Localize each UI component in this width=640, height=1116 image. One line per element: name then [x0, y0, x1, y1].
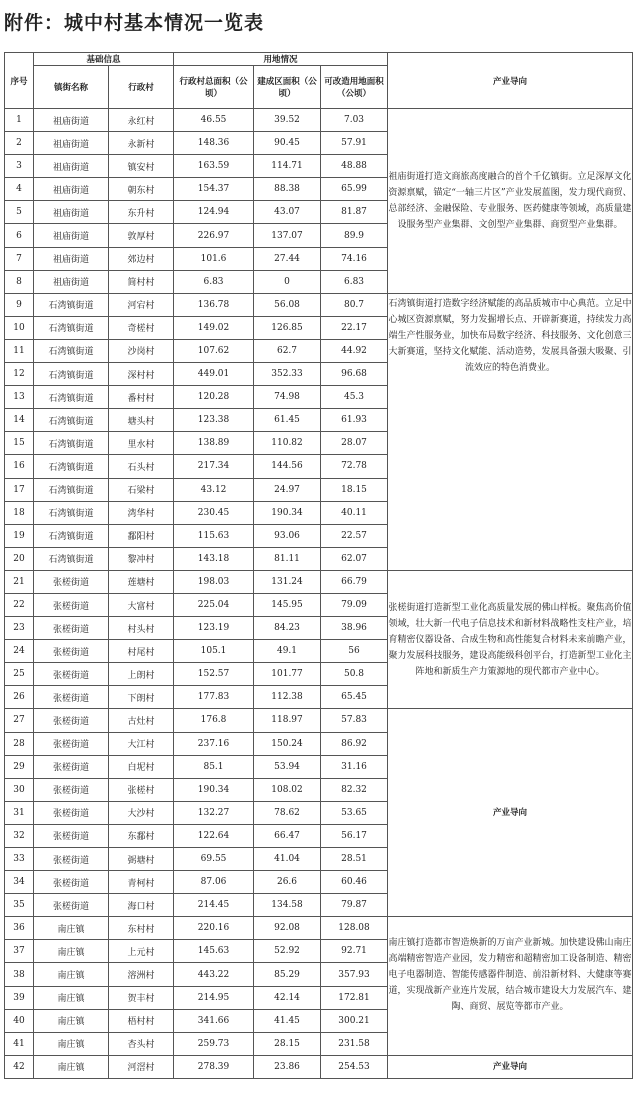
cell-built-area: 24.97 [254, 478, 321, 501]
table-row [5, 917, 633, 940]
cell-village: 村头村 [109, 617, 174, 640]
cell-village: 河滘村 [109, 1055, 174, 1078]
cell-seq: 36 [5, 917, 34, 940]
cell-renew-area: 254.53 [321, 1055, 388, 1078]
cell-built-area: 88.38 [254, 178, 321, 201]
cell-seq: 4 [5, 178, 34, 201]
table-row [5, 109, 633, 132]
cell-town: 石湾镇街道 [34, 478, 109, 501]
cell-town: 石湾镇街道 [34, 455, 109, 478]
cell-total-area: 123.19 [174, 617, 254, 640]
cell-total-area: 225.04 [174, 593, 254, 616]
cell-renew-area: 45.3 [321, 386, 388, 409]
cell-town: 石湾镇街道 [34, 432, 109, 455]
cell-built-area: 101.77 [254, 663, 321, 686]
cell-built-area: 84.23 [254, 617, 321, 640]
cell-total-area: 69.55 [174, 848, 254, 871]
cell-village: 村尾村 [109, 640, 174, 663]
cell-total-area: 148.36 [174, 132, 254, 155]
cell-total-area: 101.6 [174, 247, 254, 270]
cell-built-area: 62.7 [254, 339, 321, 362]
cell-town: 张槎街道 [34, 801, 109, 824]
cell-renew-area: 28.07 [321, 432, 388, 455]
cell-village: 上朗村 [109, 663, 174, 686]
cell-total-area: 123.38 [174, 409, 254, 432]
cell-renew-area: 357.93 [321, 963, 388, 986]
cell-seq: 12 [5, 363, 34, 386]
cell-built-area: 112.38 [254, 686, 321, 709]
cell-seq: 1 [5, 109, 34, 132]
cell-total-area: 143.18 [174, 547, 254, 570]
cell-seq: 31 [5, 801, 34, 824]
cell-built-area: 134.58 [254, 894, 321, 917]
cell-built-area: 126.85 [254, 316, 321, 339]
cell-total-area: 105.1 [174, 640, 254, 663]
cell-built-area: 144.56 [254, 455, 321, 478]
cell-total-area: 237.16 [174, 732, 254, 755]
header-village: 行政村 [109, 66, 174, 109]
cell-town: 张槎街道 [34, 871, 109, 894]
cell-total-area: 87.06 [174, 871, 254, 894]
cell-village: 湾华村 [109, 501, 174, 524]
header-industry: 产业导向 [388, 53, 633, 109]
cell-seq: 25 [5, 663, 34, 686]
cell-village: 简村村 [109, 270, 174, 293]
cell-town: 南庄镇 [34, 940, 109, 963]
cell-town: 祖庙街道 [34, 109, 109, 132]
cell-renew-area: 60.46 [321, 871, 388, 894]
cell-renew-area: 86.92 [321, 732, 388, 755]
cell-village: 沙岗村 [109, 339, 174, 362]
cell-seq: 40 [5, 1009, 34, 1032]
cell-village: 大江村 [109, 732, 174, 755]
cell-built-area: 110.82 [254, 432, 321, 455]
cell-total-area: 107.62 [174, 339, 254, 362]
cell-total-area: 177.83 [174, 686, 254, 709]
cell-renew-area: 40.11 [321, 501, 388, 524]
cell-village: 东村村 [109, 917, 174, 940]
cell-total-area: 154.37 [174, 178, 254, 201]
cell-town: 张槎街道 [34, 640, 109, 663]
cell-seq: 32 [5, 824, 34, 847]
cell-seq: 26 [5, 686, 34, 709]
cell-renew-area: 28.51 [321, 848, 388, 871]
cell-town: 石湾镇街道 [34, 501, 109, 524]
industry-zhangcha: 张槎街道打造新型工业化高质量发展的佛山样板。聚焦高价值领域，壮大新一代电子信息技术和新材料战略性支柱产业，培育精密仪器设备、合成生物和高性能复合材料未来前瞻产业，聚力发展科技服务，建设高能级科创平台，打造新型工业化主阵地和新质生产力策源地的现代都市产业中心。 [388, 570, 633, 709]
cell-town: 张槎街道 [34, 848, 109, 871]
cell-town: 石湾镇街道 [34, 339, 109, 362]
cell-village: 白坭村 [109, 755, 174, 778]
industry-nanzhuang: 南庄镇打造都市智造焕新的万亩产业新城。加快建设佛山南庄高端精密智造产业园，发力精密和超精密加工设备制造、精密电子电器制造、智能传感器件制造、前沿新材料、大健康等赛道，实现战新产业连片发展，结合城市建设大力发展汽车、建陶、商贸、展览等都市产业。 [388, 917, 633, 1056]
cell-renew-area: 81.87 [321, 201, 388, 224]
cell-town: 南庄镇 [34, 1009, 109, 1032]
cell-built-area: 26.6 [254, 871, 321, 894]
cell-town: 石湾镇街道 [34, 386, 109, 409]
cell-village: 弼塘村 [109, 848, 174, 871]
cell-town: 张槎街道 [34, 709, 109, 732]
industry-shiwan: 石湾镇街道打造数字经济赋能的高品质城市中心典范。立足中心城区资源禀赋，努力发掘增长点、开辟新赛道，持续发力高端生产性服务业，加快布局数字经济、科技服务、文化创意三大新赛道，坚持文化赋能、活动造势，发展具备强大吸聚、引流效应的特色消费业。 [388, 293, 633, 570]
cell-village: 鄱阳村 [109, 524, 174, 547]
table-row [5, 709, 633, 732]
cell-village: 番村村 [109, 386, 174, 409]
cell-village: 敦厚村 [109, 224, 174, 247]
cell-seq: 34 [5, 871, 34, 894]
cell-town: 祖庙街道 [34, 247, 109, 270]
cell-built-area: 118.97 [254, 709, 321, 732]
cell-town: 南庄镇 [34, 963, 109, 986]
cell-built-area: 0 [254, 270, 321, 293]
cell-built-area: 56.08 [254, 293, 321, 316]
cell-renew-area: 61.93 [321, 409, 388, 432]
cell-seq: 8 [5, 270, 34, 293]
cell-built-area: 90.45 [254, 132, 321, 155]
cell-built-area: 108.02 [254, 778, 321, 801]
cell-town: 张槎街道 [34, 824, 109, 847]
cell-town: 张槎街道 [34, 686, 109, 709]
header-town: 镇街名称 [34, 66, 109, 109]
cell-seq: 3 [5, 155, 34, 178]
cell-built-area: 81.11 [254, 547, 321, 570]
cell-village: 海口村 [109, 894, 174, 917]
cell-seq: 33 [5, 848, 34, 871]
cell-village: 东鄱村 [109, 824, 174, 847]
cell-total-area: 278.39 [174, 1055, 254, 1078]
cell-renew-area: 66.79 [321, 570, 388, 593]
cell-town: 张槎街道 [34, 755, 109, 778]
cell-built-area: 41.45 [254, 1009, 321, 1032]
cell-village: 石头村 [109, 455, 174, 478]
cell-built-area: 49.1 [254, 640, 321, 663]
cell-renew-area: 89.9 [321, 224, 388, 247]
cell-town: 张槎街道 [34, 663, 109, 686]
cell-town: 张槎街道 [34, 593, 109, 616]
cell-town: 张槎街道 [34, 732, 109, 755]
village-table [4, 52, 633, 1079]
table-body [5, 109, 633, 1079]
cell-total-area: 132.27 [174, 801, 254, 824]
cell-seq: 30 [5, 778, 34, 801]
cell-seq: 41 [5, 1032, 34, 1055]
cell-town: 张槎街道 [34, 570, 109, 593]
table-row [5, 293, 633, 316]
cell-seq: 38 [5, 963, 34, 986]
cell-built-area: 114.71 [254, 155, 321, 178]
cell-village: 大富村 [109, 593, 174, 616]
cell-town: 祖庙街道 [34, 155, 109, 178]
cell-renew-area: 53.65 [321, 801, 388, 824]
cell-renew-area: 96.68 [321, 363, 388, 386]
cell-renew-area: 128.08 [321, 917, 388, 940]
cell-renew-area: 62.07 [321, 547, 388, 570]
cell-built-area: 145.95 [254, 593, 321, 616]
cell-town: 南庄镇 [34, 1055, 109, 1078]
cell-seq: 17 [5, 478, 34, 501]
cell-village: 郊边村 [109, 247, 174, 270]
cell-built-area: 352.33 [254, 363, 321, 386]
page-title: 附件：城中村基本情况一览表 [4, 12, 265, 34]
cell-seq: 18 [5, 501, 34, 524]
cell-village: 朝东村 [109, 178, 174, 201]
cell-seq: 35 [5, 894, 34, 917]
header-built-area: 建成区面积（公顷） [254, 66, 321, 109]
cell-village: 梧村村 [109, 1009, 174, 1032]
cell-total-area: 230.45 [174, 501, 254, 524]
cell-built-area: 137.07 [254, 224, 321, 247]
cell-village: 东升村 [109, 201, 174, 224]
cell-renew-area: 56 [321, 640, 388, 663]
cell-renew-area: 22.57 [321, 524, 388, 547]
cell-seq: 19 [5, 524, 34, 547]
cell-village: 镇安村 [109, 155, 174, 178]
cell-total-area: 198.03 [174, 570, 254, 593]
cell-built-area: 93.06 [254, 524, 321, 547]
cell-seq: 21 [5, 570, 34, 593]
cell-built-area: 42.14 [254, 986, 321, 1009]
cell-village: 杏头村 [109, 1032, 174, 1055]
cell-total-area: 163.59 [174, 155, 254, 178]
cell-built-area: 190.34 [254, 501, 321, 524]
cell-total-area: 138.89 [174, 432, 254, 455]
cell-village: 大沙村 [109, 801, 174, 824]
cell-total-area: 124.94 [174, 201, 254, 224]
cell-built-area: 92.08 [254, 917, 321, 940]
cell-built-area: 27.44 [254, 247, 321, 270]
cell-village: 永红村 [109, 109, 174, 132]
cell-renew-area: 74.16 [321, 247, 388, 270]
cell-total-area: 214.45 [174, 894, 254, 917]
cell-total-area: 122.64 [174, 824, 254, 847]
cell-village: 奇槎村 [109, 316, 174, 339]
cell-village: 石梁村 [109, 478, 174, 501]
cell-total-area: 120.28 [174, 386, 254, 409]
cell-seq: 24 [5, 640, 34, 663]
cell-renew-area: 38.96 [321, 617, 388, 640]
header-seq: 序号 [5, 53, 34, 109]
cell-town: 南庄镇 [34, 1032, 109, 1055]
cell-village: 深村村 [109, 363, 174, 386]
table-row [5, 1055, 633, 1078]
cell-total-area: 152.57 [174, 663, 254, 686]
cell-renew-area: 79.09 [321, 593, 388, 616]
cell-built-area: 85.29 [254, 963, 321, 986]
cell-renew-area: 50.8 [321, 663, 388, 686]
cell-built-area: 66.47 [254, 824, 321, 847]
cell-renew-area: 92.71 [321, 940, 388, 963]
cell-town: 石湾镇街道 [34, 409, 109, 432]
cell-total-area: 214.95 [174, 986, 254, 1009]
cell-renew-area: 231.58 [321, 1032, 388, 1055]
cell-renew-area: 57.91 [321, 132, 388, 155]
cell-seq: 28 [5, 732, 34, 755]
cell-village: 张槎村 [109, 778, 174, 801]
industry-repeat-header: 产业导向 [388, 709, 633, 917]
cell-total-area: 145.63 [174, 940, 254, 963]
cell-built-area: 74.98 [254, 386, 321, 409]
cell-seq: 15 [5, 432, 34, 455]
cell-built-area: 39.52 [254, 109, 321, 132]
cell-built-area: 23.86 [254, 1055, 321, 1078]
cell-total-area: 443.22 [174, 963, 254, 986]
cell-town: 南庄镇 [34, 986, 109, 1009]
cell-town: 石湾镇街道 [34, 316, 109, 339]
cell-village: 上元村 [109, 940, 174, 963]
cell-total-area: 176.8 [174, 709, 254, 732]
cell-village: 塘头村 [109, 409, 174, 432]
cell-renew-area: 300.21 [321, 1009, 388, 1032]
cell-seq: 29 [5, 755, 34, 778]
cell-town: 祖庙街道 [34, 132, 109, 155]
cell-built-area: 41.04 [254, 848, 321, 871]
cell-village: 贺丰村 [109, 986, 174, 1009]
cell-built-area: 53.94 [254, 755, 321, 778]
industry-repeat-header-2: 产业导向 [388, 1055, 633, 1078]
cell-renew-area: 22.17 [321, 316, 388, 339]
cell-total-area: 6.83 [174, 270, 254, 293]
cell-town: 石湾镇街道 [34, 524, 109, 547]
cell-renew-area: 48.88 [321, 155, 388, 178]
cell-seq: 16 [5, 455, 34, 478]
cell-total-area: 220.16 [174, 917, 254, 940]
cell-built-area: 28.15 [254, 1032, 321, 1055]
table-row [5, 570, 633, 593]
cell-renew-area: 72.78 [321, 455, 388, 478]
cell-built-area: 78.62 [254, 801, 321, 824]
cell-total-area: 190.34 [174, 778, 254, 801]
cell-total-area: 217.34 [174, 455, 254, 478]
cell-seq: 14 [5, 409, 34, 432]
cell-total-area: 449.01 [174, 363, 254, 386]
cell-town: 祖庙街道 [34, 178, 109, 201]
cell-total-area: 46.55 [174, 109, 254, 132]
header-total-area: 行政村总面积（公顷） [174, 66, 254, 109]
cell-renew-area: 56.17 [321, 824, 388, 847]
cell-seq: 23 [5, 617, 34, 640]
cell-seq: 10 [5, 316, 34, 339]
cell-town: 祖庙街道 [34, 201, 109, 224]
cell-town: 祖庙街道 [34, 224, 109, 247]
cell-total-area: 115.63 [174, 524, 254, 547]
cell-village: 莲塘村 [109, 570, 174, 593]
cell-renew-area: 44.92 [321, 339, 388, 362]
cell-village: 永新村 [109, 132, 174, 155]
cell-built-area: 150.24 [254, 732, 321, 755]
cell-seq: 37 [5, 940, 34, 963]
cell-total-area: 136.78 [174, 293, 254, 316]
cell-renew-area: 65.45 [321, 686, 388, 709]
cell-renew-area: 82.32 [321, 778, 388, 801]
cell-seq: 7 [5, 247, 34, 270]
cell-built-area: 61.45 [254, 409, 321, 432]
cell-town: 张槎街道 [34, 894, 109, 917]
cell-total-area: 259.73 [174, 1032, 254, 1055]
cell-town: 张槎街道 [34, 617, 109, 640]
cell-village: 黎冲村 [109, 547, 174, 570]
header-group-land: 用地情况 [174, 53, 388, 66]
cell-village: 下朗村 [109, 686, 174, 709]
cell-village: 里水村 [109, 432, 174, 455]
cell-village: 青柯村 [109, 871, 174, 894]
cell-seq: 42 [5, 1055, 34, 1078]
header-renew-area: 可改造用地面积（公顷） [321, 66, 388, 109]
cell-seq: 20 [5, 547, 34, 570]
cell-renew-area: 18.15 [321, 478, 388, 501]
cell-renew-area: 172.81 [321, 986, 388, 1009]
cell-town: 石湾镇街道 [34, 547, 109, 570]
cell-town: 祖庙街道 [34, 270, 109, 293]
cell-town: 南庄镇 [34, 917, 109, 940]
cell-renew-area: 7.03 [321, 109, 388, 132]
cell-total-area: 149.02 [174, 316, 254, 339]
cell-seq: 39 [5, 986, 34, 1009]
cell-renew-area: 65.99 [321, 178, 388, 201]
cell-renew-area: 31.16 [321, 755, 388, 778]
cell-town: 张槎街道 [34, 778, 109, 801]
cell-village: 古灶村 [109, 709, 174, 732]
cell-seq: 22 [5, 593, 34, 616]
cell-seq: 5 [5, 201, 34, 224]
cell-seq: 13 [5, 386, 34, 409]
cell-seq: 11 [5, 339, 34, 362]
cell-built-area: 52.92 [254, 940, 321, 963]
header-group-basic: 基础信息 [34, 53, 174, 66]
cell-total-area: 85.1 [174, 755, 254, 778]
cell-built-area: 43.07 [254, 201, 321, 224]
industry-zumiao: 祖庙街道打造文商旅高度融合的首个千亿镇街。立足深厚文化资源禀赋，锚定“一轴三片区”产业发展蓝图，发力现代商贸、总部经济、金融保险、专业服务、医药健康等领域，高质量建设服务型产业集群、文创型产业集群、商贸型产业集群。 [388, 109, 633, 294]
cell-village: 溶洲村 [109, 963, 174, 986]
cell-renew-area: 57.83 [321, 709, 388, 732]
cell-seq: 27 [5, 709, 34, 732]
cell-total-area: 226.97 [174, 224, 254, 247]
cell-total-area: 341.66 [174, 1009, 254, 1032]
cell-built-area: 131.24 [254, 570, 321, 593]
cell-renew-area: 79.87 [321, 894, 388, 917]
cell-town: 石湾镇街道 [34, 293, 109, 316]
cell-seq: 9 [5, 293, 34, 316]
cell-renew-area: 80.7 [321, 293, 388, 316]
cell-total-area: 43.12 [174, 478, 254, 501]
cell-seq: 2 [5, 132, 34, 155]
cell-town: 石湾镇街道 [34, 363, 109, 386]
cell-renew-area: 6.83 [321, 270, 388, 293]
cell-village: 河宕村 [109, 293, 174, 316]
cell-seq: 6 [5, 224, 34, 247]
